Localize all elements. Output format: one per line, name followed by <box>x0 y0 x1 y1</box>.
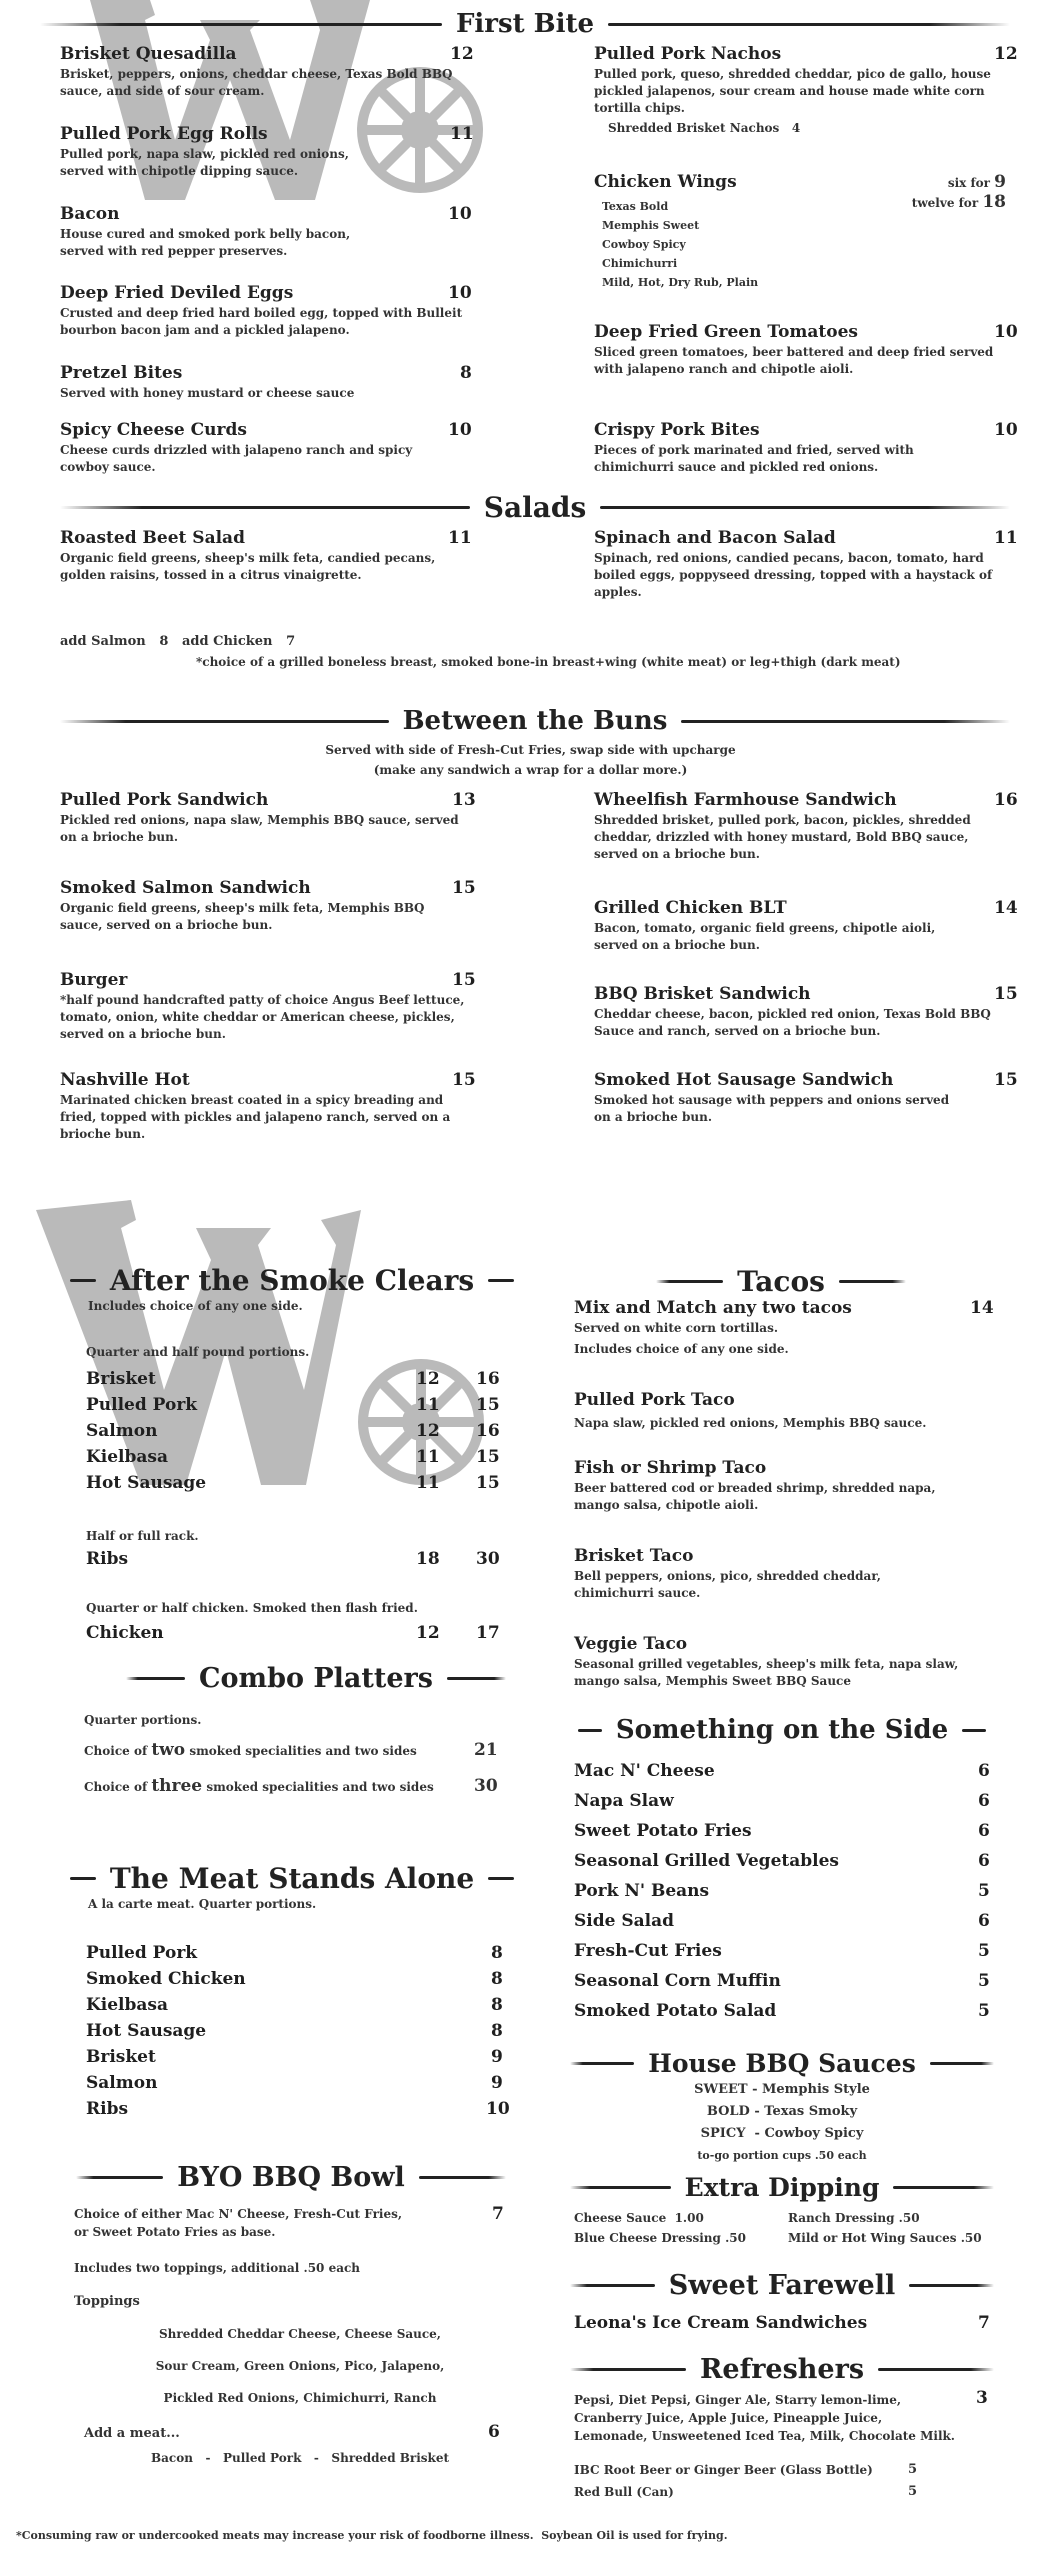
first-bite-title: First Bite <box>455 9 595 39</box>
dip-wing-sauces: Mild or Hot Wing Sauces .50 <box>788 2231 982 2245</box>
item-name: Bacon <box>60 204 120 224</box>
byo-toppings-line-3: Pickled Red Onions, Chimichurri, Ranch <box>163 2391 437 2405</box>
side-price: 5 <box>978 1971 990 1991</box>
item-desc: Served on white corn tortillas. <box>574 1321 779 1335</box>
sauce-spicy: SPICY - Cowboy Spicy <box>700 2126 864 2141</box>
item-name: Spinach and Bacon Salad <box>594 528 836 548</box>
side-row <box>574 1846 994 1876</box>
side-price: 6 <box>978 1821 990 1841</box>
item-price: 15 <box>452 1070 476 1090</box>
wings-twelve <box>912 194 1006 211</box>
side-name: Smoked Potato Salad <box>574 2001 777 2021</box>
wing-flavor: Memphis Sweet <box>602 219 700 232</box>
meat-price: 8 <box>491 2021 503 2041</box>
combo-two-price: 21 <box>474 1740 498 1760</box>
item-price: 8 <box>460 363 472 383</box>
item-desc: Shredded brisket, pulled pork, bacon, pickles, shredded cheddar, drizzled with honey mustard, Bold BBQ sauce, served on a brioche bun. <box>594 813 971 861</box>
item-desc: *half pound handcrafted patty of choice Angus Beef lettuce, tomato, onion, white cheddar or American cheese, pickles, served on a brioche bun. <box>60 993 465 1041</box>
item-name: Wheelfish Farmhouse Sandwich <box>594 790 897 810</box>
quarter-price: 11 <box>416 1395 440 1415</box>
menu-item-brisket-quesadilla <box>60 44 474 100</box>
meat-alone-row <box>86 2070 506 2096</box>
refreshers-redbull: Red Bull (Can) <box>574 2485 674 2499</box>
dessert-name: Leona's Ice Cream Sandwiches <box>574 2313 868 2333</box>
item-desc: Pulled pork, napa slaw, pickled red onions, served with chipotle dipping sauce. <box>60 147 349 178</box>
menu-item-bbq-brisket-sandwich <box>594 984 1018 1040</box>
item-name: Brisket Taco <box>574 1546 694 1566</box>
salads-title: Salads <box>483 490 587 524</box>
half-price: 15 <box>476 1395 500 1415</box>
item-desc: House cured and smoked pork belly bacon, served with red pepper preserves. <box>60 227 351 258</box>
nachos-extra-name: Shredded Brisket Nachos <box>608 121 780 135</box>
quarter-price: 11 <box>416 1447 440 1467</box>
item-desc: Napa slaw, pickled red onions, Memphis BBQ sauce. <box>574 1416 927 1430</box>
item-price: 14 <box>994 898 1018 918</box>
item-desc: Seasonal grilled vegetables, sheep's milk feta, napa slaw, mango salsa, Memphis Sweet BBQ Sauce <box>574 1657 959 1688</box>
menu-item-deviled-eggs <box>60 283 470 339</box>
meat-name: Ribs <box>86 2099 129 2119</box>
item-name: Nashville Hot <box>60 1070 190 1090</box>
smoke-row-hot-sausage <box>86 1470 506 1496</box>
combo-three-word: three <box>151 1776 203 1796</box>
menu-item-veggie-taco <box>574 1634 994 1690</box>
meat-name: Kielbasa <box>86 1995 168 2015</box>
half-chicken-price: 17 <box>476 1623 500 1643</box>
item-price: 10 <box>448 204 472 224</box>
dip-ranch: Ranch Dressing .50 <box>788 2211 920 2225</box>
combo-header <box>126 1660 506 1696</box>
half-price: 16 <box>476 1421 500 1441</box>
menu-item-mix-and-match-tacos <box>574 1298 994 1358</box>
footer-disclaimer: *Consuming raw or undercooked meats may increase your risk of foodborne illness. Soybean Oil is used for frying. <box>16 2529 728 2542</box>
smoke-row-pulled-pork <box>86 1392 506 1418</box>
meat-name: Smoked Chicken <box>86 1969 246 1989</box>
sides-title: Something on the Side <box>615 1715 949 1745</box>
side-price: 6 <box>978 1791 990 1811</box>
side-name: Sweet Potato Fries <box>574 1821 752 1841</box>
item-desc: Served with honey mustard or cheese sauce <box>60 386 355 400</box>
meat-name: Pulled Pork <box>86 1395 198 1415</box>
menu-item-green-tomatoes <box>594 322 1018 378</box>
item-price: 15 <box>994 984 1018 1004</box>
item-name: Fish or Shrimp Taco <box>574 1458 767 1478</box>
item-desc: Smoked hot sausage with peppers and onions served on a brioche bun. <box>594 1093 950 1124</box>
full-rack-price: 30 <box>476 1549 500 1569</box>
item-price: 12 <box>450 44 474 64</box>
tacos-title: Tacos <box>737 1264 825 1298</box>
chicken-note: Quarter or half chicken. Smoked then flash fried. <box>86 1601 418 1615</box>
half-price: 15 <box>476 1447 500 1467</box>
buns-header <box>60 704 1010 738</box>
item-price: 11 <box>450 124 474 144</box>
meat-name: Salmon <box>86 1421 158 1441</box>
smoke-row-ribs <box>86 1546 506 1572</box>
wing-flavor: Mild, Hot, Dry Rub, Plain <box>602 276 759 289</box>
item-name: Smoked Hot Sausage Sandwich <box>594 1070 894 1090</box>
item-name: Crispy Pork Bites <box>594 420 760 440</box>
side-row <box>574 1756 994 1786</box>
combo-two-pre: Choice of <box>84 1744 148 1758</box>
item-name: Roasted Beet Salad <box>60 528 245 548</box>
menu-item-brisket-taco <box>574 1546 994 1602</box>
byo-add-meat-price: 6 <box>488 2422 500 2442</box>
wings-twelve-price: 18 <box>982 192 1006 212</box>
wings-six <box>948 174 1006 191</box>
refreshers-line-3: Lemonade, Unsweetened Iced Tea, Milk, Chocolate Milk. <box>574 2429 955 2443</box>
meat-price: 10 <box>486 2099 510 2119</box>
side-row <box>574 1936 994 1966</box>
half-rack-price: 18 <box>416 1549 440 1569</box>
refreshers-header <box>570 2352 994 2386</box>
menu-item-pretzel-bites <box>60 363 480 402</box>
rack-note: Half or full rack. <box>86 1529 199 1543</box>
menu-item-hot-sausage-sandwich <box>594 1070 1018 1126</box>
item-price: 15 <box>452 970 476 990</box>
meat-name: Hot Sausage <box>86 1473 207 1493</box>
item-price: 14 <box>970 1298 994 1318</box>
item-price: 15 <box>452 878 476 898</box>
item-name: Pulled Pork Egg Rolls <box>60 124 268 144</box>
side-name: Napa Slaw <box>574 1791 674 1811</box>
combo-subtitle: Quarter portions. <box>84 1713 202 1727</box>
item-price: 11 <box>994 528 1018 548</box>
half-price: 16 <box>476 1369 500 1389</box>
salad-chicken-note: *choice of a grilled boneless breast, smoked bone-in breast+wing (white meat) or leg+thigh (dark meat) <box>196 655 901 669</box>
menu-item-nachos <box>594 44 1018 136</box>
meat-name: Kielbasa <box>86 1447 168 1467</box>
menu-item-fish-shrimp-taco <box>574 1458 994 1514</box>
refreshers-line-1: Pepsi, Diet Pepsi, Ginger Ale, Starry lemon-lime, <box>574 2393 902 2407</box>
refreshers-line-2: Cranberry Juice, Apple Juice, Pineapple Juice, <box>574 2411 883 2425</box>
dip-cheese-sauce: Cheese Sauce 1.00 <box>574 2211 704 2225</box>
meat-name: Ribs <box>86 1549 129 1569</box>
menu-item-crispy-pork-bites <box>594 420 1018 476</box>
meat-name: Pulled Pork <box>86 1943 198 1963</box>
wing-flavor: Cowboy Spicy <box>602 238 686 251</box>
item-price: 15 <box>994 1070 1018 1090</box>
smoke-title: After the Smoke Clears <box>109 1263 475 1297</box>
item-desc: Pulled pork, queso, shredded cheddar, pico de gallo, house pickled jalapenos, sour cream and house made white corn tortilla chips. <box>594 67 991 115</box>
item-desc: Pickled red onions, napa slaw, Memphis BBQ sauce, served on a brioche bun. <box>60 813 459 844</box>
item-price: 12 <box>994 44 1018 64</box>
item-desc: Brisket, peppers, onions, cheddar cheese, Texas Bold BBQ sauce, and side of sour cream. <box>60 67 453 98</box>
sauce-bold: BOLD - Texas Smoky <box>706 2104 858 2119</box>
meat-alone-header <box>82 1860 502 1896</box>
item-desc: Bacon, tomato, organic field greens, chipotle aioli, served on a brioche bun. <box>594 921 936 952</box>
item-name: BBQ Brisket Sandwich <box>594 984 811 1004</box>
meat-alone-row <box>86 2096 510 2122</box>
side-price: 6 <box>978 1911 990 1931</box>
quarter-price: 11 <box>416 1473 440 1493</box>
meat-price: 8 <box>491 1943 503 1963</box>
item-price: 10 <box>994 322 1018 342</box>
item-name: Burger <box>60 970 128 990</box>
item-price: 10 <box>448 283 472 303</box>
meat-name: Chicken <box>86 1623 164 1643</box>
item-price: 11 <box>448 528 472 548</box>
byo-toppings-line-1: Shredded Cheddar Cheese, Cheese Sauce, <box>159 2327 441 2341</box>
dessert-price: 7 <box>978 2313 990 2333</box>
meat-alone-row <box>86 1966 506 1992</box>
side-row <box>574 1966 994 1996</box>
menu-item-egg-rolls <box>60 124 474 180</box>
farewell-header <box>570 2268 994 2302</box>
item-desc: Beer battered cod or breaded shrimp, shredded napa, mango salsa, chipotle aioli. <box>574 1481 936 1512</box>
item-name: Pretzel Bites <box>60 363 183 383</box>
smoke-row-chicken <box>86 1620 506 1646</box>
meat-price: 9 <box>491 2047 503 2067</box>
menu-item-burger <box>60 970 480 1043</box>
menu-item-nashville-hot <box>60 1070 480 1143</box>
item-name: Chicken Wings <box>594 172 737 192</box>
byo-toppings-label: Toppings <box>74 2294 140 2309</box>
side-row <box>574 1876 994 1906</box>
side-price: 5 <box>978 1881 990 1901</box>
side-name: Side Salad <box>574 1911 675 1931</box>
meat-price: 8 <box>491 1995 503 2015</box>
combo-title: Combo Platters <box>199 1662 433 1694</box>
combo-two <box>84 1742 504 1759</box>
meat-alone-title: The Meat Stands Alone <box>109 1861 475 1895</box>
sauces-header <box>570 2046 994 2080</box>
item-desc: Crusted and deep fried hard boiled egg, topped with Bulleit bourbon bacon jam and a pickled jalapeno. <box>60 306 463 337</box>
combo-three-price: 30 <box>474 1776 498 1796</box>
meat-alone-row <box>86 1940 506 1966</box>
combo-three-pre: Choice of <box>84 1780 148 1794</box>
wing-flavor: Texas Bold <box>602 200 669 213</box>
smoke-row-kielbasa <box>86 1444 506 1470</box>
byo-title: BYO BBQ Bowl <box>177 2161 405 2193</box>
wings-twelve-label: twelve for <box>911 196 979 210</box>
side-price: 5 <box>978 1941 990 1961</box>
menu-item-cheese-curds <box>60 420 470 476</box>
tacos-header <box>656 1264 906 1298</box>
add-salmon: add Salmon <box>60 634 146 649</box>
item-price: 10 <box>448 420 472 440</box>
byo-price: 7 <box>492 2204 504 2224</box>
side-name: Fresh-Cut Fries <box>574 1941 722 1961</box>
salads-header <box>60 490 1010 524</box>
side-name: Mac N' Cheese <box>574 1761 715 1781</box>
farewell-title: Sweet Farewell <box>668 2269 896 2301</box>
item-desc: Spinach, red onions, candied pecans, bacon, tomato, hard boiled eggs, poppyseed dressing, topped with a haystack of apples. <box>594 551 993 599</box>
dip-blue-cheese: Blue Cheese Dressing .50 <box>574 2231 746 2245</box>
refreshers-redbull-price: 5 <box>908 2484 918 2499</box>
meat-alone-row <box>86 2018 506 2044</box>
dipping-header <box>570 2170 994 2204</box>
item-price: 13 <box>452 790 476 810</box>
sauces-title: House BBQ Sauces <box>648 2048 916 2078</box>
buns-title: Between the Buns <box>402 706 668 736</box>
meat-name: Salmon <box>86 2073 158 2093</box>
side-name: Seasonal Grilled Vegetables <box>574 1851 839 1871</box>
quarter-price: 12 <box>416 1421 440 1441</box>
meat-alone-row <box>86 2044 506 2070</box>
side-price: 5 <box>978 2001 990 2021</box>
quarter-chicken-price: 12 <box>416 1623 440 1643</box>
item-desc: Cheddar cheese, bacon, pickled red onion, Texas Bold BBQ Sauce and ranch, served on a brioche bun. <box>594 1007 991 1038</box>
item-price: 16 <box>994 790 1018 810</box>
byo-base-2: or Sweet Potato Fries as base. <box>74 2225 276 2239</box>
smoke-row-brisket <box>86 1366 506 1392</box>
first-bite-header <box>40 8 1010 40</box>
sauce-sweet: SWEET - Memphis Style <box>694 2082 870 2097</box>
item-name: Pulled Pork Nachos <box>594 44 782 64</box>
item-name: Mix and Match any two tacos <box>574 1298 852 1318</box>
item-price: 10 <box>994 420 1018 440</box>
menu-item-spinach-salad <box>594 528 1018 601</box>
menu-item-chicken-wings <box>594 172 1006 292</box>
side-price: 6 <box>978 1761 990 1781</box>
byo-meat-options: Bacon - Pulled Pork - Shredded Brisket <box>150 2451 450 2465</box>
salad-addons <box>60 634 295 650</box>
side-row <box>574 1816 994 1846</box>
item-desc: Cheese curds drizzled with jalapeno ranch and spicy cowboy sauce. <box>60 443 413 474</box>
nachos-extra-price: 4 <box>791 121 801 135</box>
menu-item-bacon <box>60 204 470 260</box>
item-name: Deep Fried Green Tomatoes <box>594 322 858 342</box>
item-name: Deep Fried Deviled Eggs <box>60 283 294 303</box>
nachos-extra <box>608 120 1014 136</box>
meat-name: Hot Sausage <box>86 2021 207 2041</box>
item-name: Spicy Cheese Curds <box>60 420 247 440</box>
item-desc: Pieces of pork marinated and fried, served with chimichurri sauce and pickled red onions. <box>594 443 914 474</box>
menu-item-wheelfish-sandwich <box>594 790 1018 863</box>
byo-toppings-note: Includes two toppings, additional .50 each <box>74 2261 361 2275</box>
quarter-price: 12 <box>416 1369 440 1389</box>
side-price: 6 <box>978 1851 990 1871</box>
menu-item-beet-salad <box>60 528 470 584</box>
farewell-row <box>574 2310 994 2336</box>
side-name: Seasonal Corn Muffin <box>574 1971 781 1991</box>
item-name: Pulled Pork Sandwich <box>60 790 269 810</box>
item-desc: Sliced green tomatoes, beer battered and deep fried served with jalapeno ranch and chipotle aioli. <box>594 345 994 376</box>
menu-item-pulled-pork-taco <box>574 1390 994 1432</box>
item-name: Grilled Chicken BLT <box>594 898 787 918</box>
byo-toppings-line-2: Sour Cream, Green Onions, Pico, Jalapeno, <box>155 2359 445 2373</box>
smoke-header <box>82 1262 502 1298</box>
item-desc: Marinated chicken breast coated in a spicy breading and fried, topped with pickles and jalapeno ranch, served on a brioche bun. <box>60 1093 451 1141</box>
byo-base-1: Choice of either Mac N' Cheese, Fresh-Cut Fries, <box>74 2207 403 2221</box>
combo-three-post: smoked specialities and two sides <box>206 1780 434 1794</box>
item-name: Veggie Taco <box>574 1634 688 1654</box>
item-name: Smoked Salmon Sandwich <box>60 878 311 898</box>
refreshers-ibc-price: 5 <box>908 2462 918 2477</box>
add-salmon-price: 8 <box>159 634 169 649</box>
menu-item-pulled-pork-sandwich <box>60 790 480 846</box>
side-row <box>574 1906 994 1936</box>
half-price: 15 <box>476 1473 500 1493</box>
side-name: Pork N' Beans <box>574 1881 710 1901</box>
meat-name: Brisket <box>86 2047 156 2067</box>
item-desc: Bell peppers, onions, pico, shredded cheddar, chimichurri sauce. <box>574 1569 881 1600</box>
smoke-subtitle: Includes choice of any one side. <box>88 1299 303 1313</box>
side-row <box>574 1996 994 2026</box>
meat-name: Brisket <box>86 1369 156 1389</box>
dipping-title: Extra Dipping <box>684 2172 880 2202</box>
refreshers-price: 3 <box>976 2388 988 2408</box>
combo-two-post: smoked specialities and two sides <box>189 1744 417 1758</box>
wings-six-price: 9 <box>994 172 1006 192</box>
menu-item-salmon-sandwich <box>60 878 480 934</box>
smoke-portions: Quarter and half pound portions. <box>86 1345 310 1359</box>
sauce-togo-note: to-go portion cups .50 each <box>697 2149 867 2162</box>
refreshers-ibc: IBC Root Beer or Ginger Beer (Glass Bottle) <box>574 2463 873 2477</box>
add-chicken-price: 7 <box>286 634 296 649</box>
meat-price: 8 <box>491 1969 503 1989</box>
item-desc: Organic field greens, sheep's milk feta, Memphis BBQ sauce, served on a brioche bun. <box>60 901 425 932</box>
meat-alone-row <box>86 1992 506 2018</box>
wings-six-label: six for <box>947 176 990 190</box>
side-row <box>574 1786 994 1816</box>
refreshers-title: Refreshers <box>699 2353 865 2385</box>
combo-three <box>84 1778 504 1795</box>
wing-flavor: Chimichurri <box>602 257 678 270</box>
sides-header <box>570 1712 994 1748</box>
add-chicken: add Chicken <box>181 634 273 649</box>
item-name: Brisket Quesadilla <box>60 44 237 64</box>
menu-item-grilled-chicken-blt <box>594 898 1018 954</box>
combo-two-word: two <box>151 1740 186 1760</box>
buns-wrap-note: (make any sandwich a wrap for a dollar more.) <box>373 763 688 777</box>
item-desc: Organic field greens, sheep's milk feta, candied pecans, golden raisins, tossed in a citrus vinaigrette. <box>60 551 436 582</box>
byo-header <box>76 2160 506 2194</box>
meat-price: 9 <box>491 2073 503 2093</box>
item-desc: Includes choice of any one side. <box>574 1342 789 1356</box>
smoke-row-salmon <box>86 1418 506 1444</box>
buns-subtitle: Served with side of Fresh-Cut Fries, swap side with upcharge <box>325 743 736 757</box>
meat-alone-subtitle: A la carte meat. Quarter portions. <box>88 1897 317 1911</box>
item-name: Pulled Pork Taco <box>574 1390 735 1410</box>
byo-add-meat: Add a meat... <box>84 2426 180 2441</box>
